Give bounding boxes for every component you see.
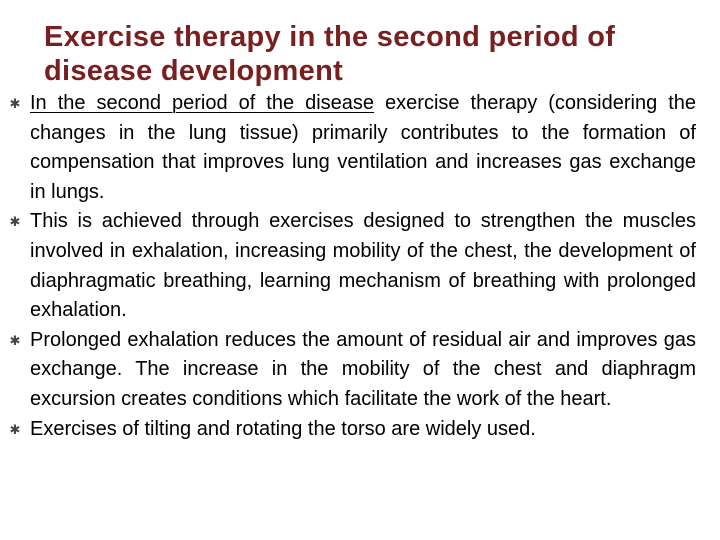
list-item (8, 89, 696, 207)
list-item (8, 207, 696, 325)
asterisk-bullet-icon: ✱ (9, 214, 21, 230)
bullet-list (8, 89, 696, 444)
list-item-text: exercise therapy (considering the changes in the lung tissue) primarily contributes to the formation of compensation that improves lung ventilation and increases gas exchange in lungs. (30, 92, 697, 203)
list-item-text: Prolonged exhalation reduces the amount of residual air and improves gas exchange. The increase in the mobility of the chest and diaphragm excursion creates conditions which facilitate the work of the heart. (30, 328, 696, 410)
asterisk-bullet-icon: ✱ (9, 96, 21, 111)
list-item (8, 415, 696, 445)
list-item-text: Exercises of tilting and rotating the torso are widely used. (30, 417, 536, 440)
asterisk-bullet-icon: ✱ (9, 332, 21, 348)
slide-title: Exercise therapy in the second period of disease development (44, 21, 616, 87)
asterisk-bullet-icon: ✱ (9, 421, 21, 437)
underlined-phrase: In the second period of the disease (30, 92, 375, 114)
list-item (8, 326, 696, 415)
list-item-text: This is achieved through exercises designed to strengthen the muscles involved in exhalation, increasing mobility of the chest, the development of diaphragmatic breathing, learning mechanism of breathing with prolonged exhalation. (30, 210, 696, 322)
